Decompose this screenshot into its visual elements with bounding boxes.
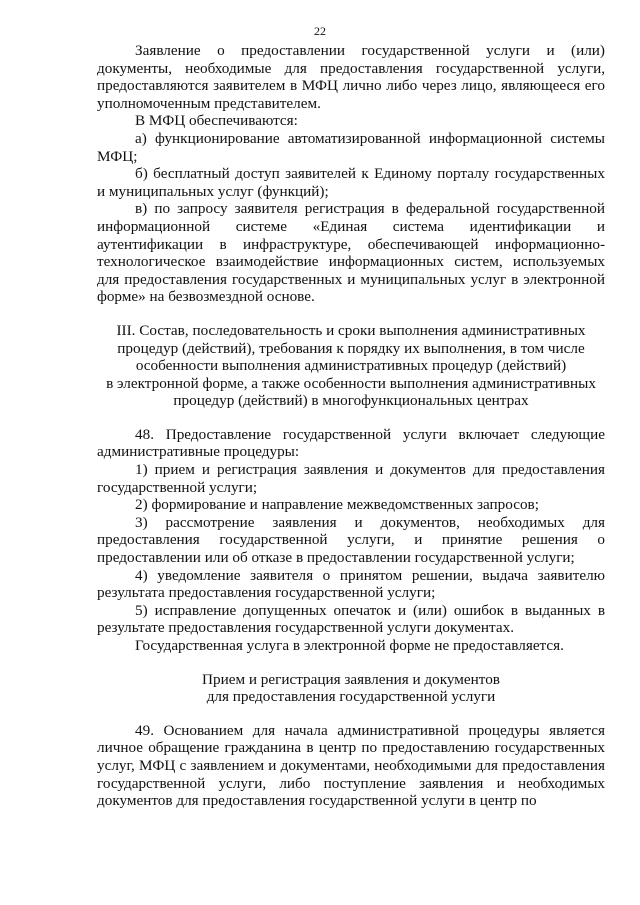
- spacer: [97, 410, 605, 426]
- list-item: б) бесплатный доступ заявителей к Единому порталу государственных и муниципальных услуг (функций);: [97, 165, 605, 200]
- document-body: [97, 42, 605, 810]
- paragraph: В МФЦ обеспечиваются:: [135, 112, 298, 130]
- spacer: [97, 655, 605, 671]
- heading-line: процедур (действий) в многофункциональных центрах: [173, 392, 529, 410]
- list-item: а) функционирование автоматизированной информационной системы МФЦ;: [97, 129, 605, 165]
- heading-line: процедур (действий), требования к порядку их выполнения, в том числе: [117, 339, 585, 357]
- heading-line: Прием и регистрация заявления и документов: [202, 670, 500, 688]
- section-heading: [97, 322, 605, 410]
- heading-line: особенности выполнения административных процедур (действий): [135, 357, 567, 375]
- paragraph: 48. Предоставление государственной услуги включает следующие административные процедуры:: [97, 425, 605, 461]
- paragraph: Заявление о предоставлении государственной услуги и (или) документы, необходимые для предоставления государственной услуги, предоставляются заявителем в МФЦ лично либо через лицо, являющееся его уполномоченным представителем.: [97, 42, 605, 112]
- heading-line: III. Состав, последовательность и сроки выполнения административных: [116, 321, 586, 339]
- list-item: 4) уведомление заявителя о принятом решении, выдача заявителю результата предоставления государственной услуги;: [97, 566, 605, 602]
- subsection-heading: [97, 671, 605, 706]
- heading-line: для предоставления государственной услуги: [206, 688, 496, 706]
- paragraph: 49. Основанием для начала административной процедуры является личное обращение гражданина в центр по предоставлению государственных услуг, МФЦ с заявлением и документами, необходимыми для предоставления государственной услуги, либо поступление заявления и необходимых документов для предоставления государственной услуги в центр по: [97, 721, 605, 810]
- spacer: [97, 306, 605, 322]
- list-item: в) по запросу заявителя регистрация в федеральной государственной информационной системе «Единая система идентификации и аутентификации в инфраструктуре, обеспечивающей информационно-технологическое взаимодействие информационных систем, используемых для предоставления государственных и муниципальных услуг в электронной форме» на безвозмездной основе.: [97, 200, 605, 306]
- list-item: 5) исправление допущенных опечаток и (или) ошибок в выданных в результате предоставления государственной услуги документах.: [97, 601, 605, 637]
- list-item: 3) рассмотрение заявления и документов, необходимых для предоставления государственной услуги, и принятие решения о предоставлении или об отказе в предоставлении государственной услуги;: [97, 513, 605, 567]
- list-item: 1) прием и регистрация заявления и документов для предоставления государственной услуги;: [97, 461, 605, 496]
- spacer: [97, 706, 605, 722]
- heading-line: в электронной форме, а также особенности выполнения административных: [106, 374, 596, 392]
- list-item: 2) формирование и направление межведомственных запросов;: [135, 496, 539, 514]
- paragraph: Государственная услуга в электронной форме не предоставляется.: [135, 637, 564, 654]
- page-number: 22: [314, 24, 326, 38]
